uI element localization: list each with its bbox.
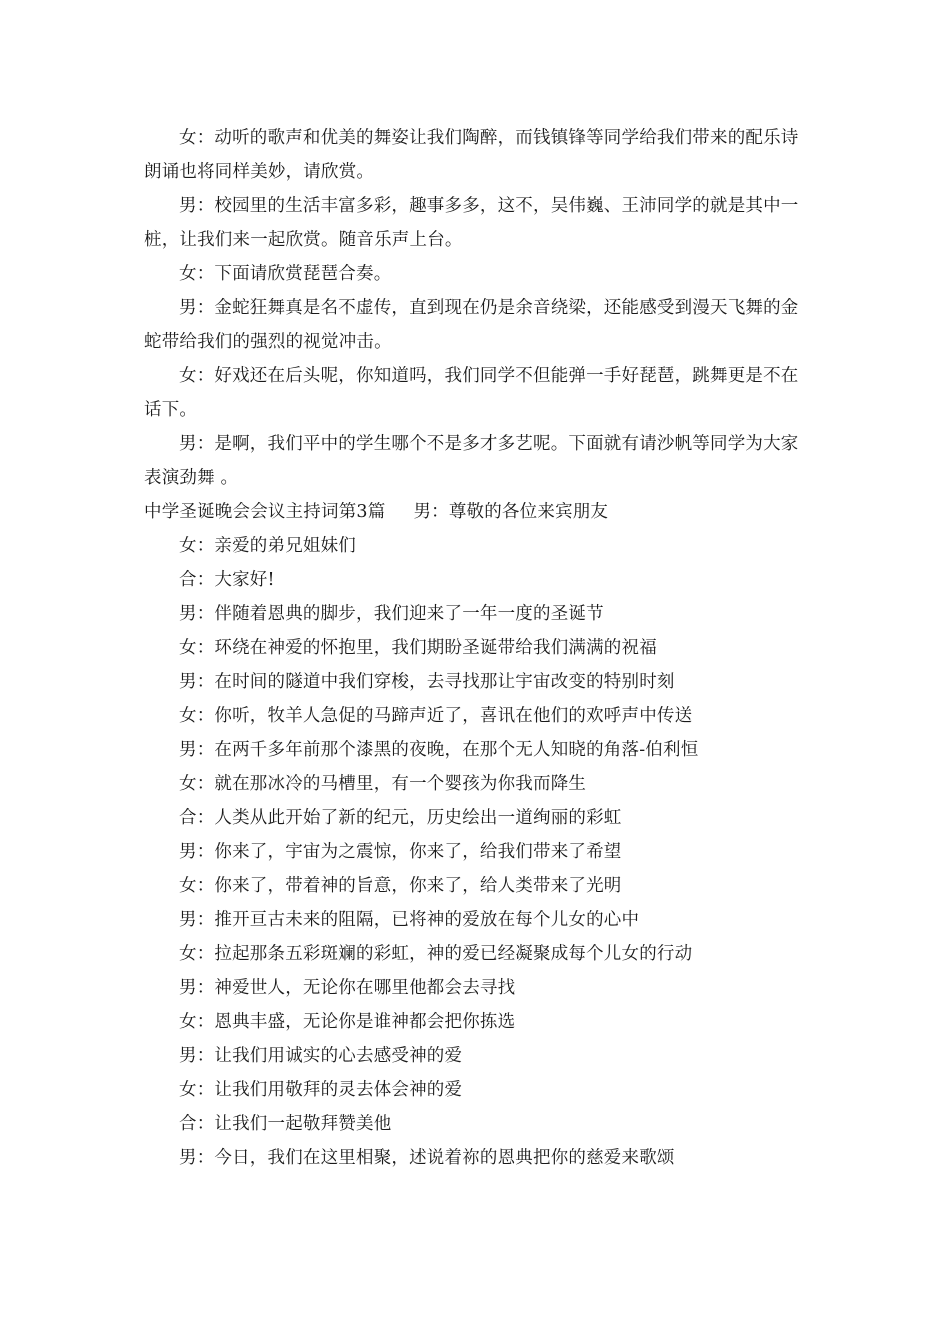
section-first-line: 男：尊敬的各位来宾朋友 bbox=[413, 502, 609, 522]
script-line: 男：让我们用诚实的心去感受神的爱 bbox=[179, 1046, 463, 1066]
script-line: 女：你来了，带着神的旨意，你来了，给人类带来了光明 bbox=[179, 876, 622, 896]
paragraph: 女：动听的歌声和优美的舞姿让我们陶醉，而钱镇锋等同学给我们带来的配乐诗朗诵也将同样美妙，请欣赏。 bbox=[144, 128, 799, 182]
script-line: 男：在时间的隧道中我们穿梭，去寻找那让宇宙改变的特别时刻 bbox=[179, 672, 675, 692]
paragraph: 男：金蛇狂舞真是名不虚传，直到现在仍是余音绕梁，还能感受到漫天飞舞的金蛇带给我们的强烈的视觉冲击。 bbox=[144, 298, 799, 352]
script-line: 男：在两千多年前那个漆黑的夜晚，在那个无人知晓的角落-伯利恒 bbox=[179, 740, 699, 760]
section-title: 中学圣诞晚会会议主持词第3篇 bbox=[144, 502, 386, 522]
script-line: 女：恩典丰盛，无论你是谁神都会把你拣选 bbox=[179, 1012, 516, 1032]
script-line: 女：拉起那条五彩斑斓的彩虹，神的爱已经凝聚成每个儿女的行动 bbox=[179, 944, 693, 964]
section-heading-line bbox=[144, 495, 808, 529]
paragraph: 男：校园里的生活丰富多彩，趣事多多，这不，吴伟巍、王沛同学的就是其中一桩，让我们来一起欣赏。随音乐声上台。 bbox=[144, 196, 799, 250]
script-line: 女：让我们用敬拜的灵去体会神的爱 bbox=[179, 1080, 463, 1100]
paragraph: 女：好戏还在后头呢，你知道吗，我们同学不但能弹一手好琵琶，跳舞更是不在话下。 bbox=[144, 366, 799, 420]
script-line: 男：神爱世人，无论你在哪里他都会去寻找 bbox=[179, 978, 516, 998]
script-line: 合：大家好! bbox=[179, 570, 275, 590]
document-body bbox=[144, 121, 808, 1175]
script-line: 合：人类从此开始了新的纪元，历史绘出一道绚丽的彩虹 bbox=[179, 808, 622, 828]
script-line: 女：就在那冰冷的马槽里，有一个婴孩为你我而降生 bbox=[179, 774, 587, 794]
script-line: 女：环绕在神爱的怀抱里，我们期盼圣诞带给我们满满的祝福 bbox=[179, 638, 657, 658]
script-line: 男：推开亘古未来的阻隔，已将神的爱放在每个儿女的心中 bbox=[179, 910, 640, 930]
script-line: 女：你听，牧羊人急促的马蹄声近了，喜讯在他们的欢呼声中传送 bbox=[179, 706, 693, 726]
script-line: 男：伴随着恩典的脚步，我们迎来了一年一度的圣诞节 bbox=[179, 604, 604, 624]
script-line: 合：让我们一起敬拜赞美他 bbox=[179, 1114, 392, 1134]
paragraph: 男：是啊，我们平中的学生哪个不是多才多艺呢。下面就有请沙帆等同学为大家表演劲舞 。 bbox=[144, 434, 799, 488]
script-line: 女：亲爱的弟兄姐妹们 bbox=[179, 536, 356, 556]
script-line: 男：你来了，宇宙为之震惊，你来了，给我们带来了希望 bbox=[179, 842, 622, 862]
script-line: 男：今日，我们在这里相聚，述说着祢的恩典把你的慈爱来歌颂 bbox=[179, 1148, 675, 1168]
paragraph: 女：下面请欣赏琵琶合奏。 bbox=[179, 264, 392, 284]
